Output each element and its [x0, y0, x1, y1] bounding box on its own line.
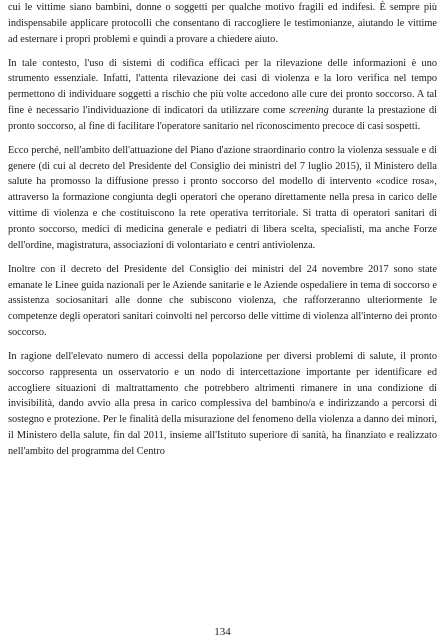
paragraph-3: Ecco perché, nell'ambito dell'attuazione del Piano d'azione straordinario contro la violenza sessuale e di genere (di cui al decreto del Presidente del Consiglio dei ministri del 7 luglio 2015), il Ministero della salute ha promosso la diffusione presso i pronto soccorso del modello di intervento «codice rosa», attraverso la formazione congiunta degli operatori che operano direttamente nella presa in carico delle vittime di violenza e che costituiscono la rete operativa territoriale. Si tratta di operatori sanitari di pronto soccorso, medici di medicina generale e pediatri di libera scelta, specialisti, ma anche Forze dell'ordine, magistratura, associazioni di volontariato e centri antiviolenza.	[8, 144, 437, 251]
italic-term: screening	[289, 105, 329, 117]
paragraph-5: In ragione dell'elevato numero di accessi della popolazione per diversi problemi di salute, il pronto soccorso rappresenta un osservatorio e un nodo di intercettazione importante per identificare ed accogliere situazioni di maltrattamento che potrebbero altrimenti rimanere in una condizione di invisibilità, dando avvio alla presa in carico complessiva del bambino/a e indirizzando a percorsi di sostegno e protezione. Per le finalità della misurazione del fenomeno della violenza a danno dei minori, il Ministero della salute, fin dal 2011, insieme all'Istituto superiore di sanità, ha finanziato e realizzato nell'ambito del programma del Centro	[8, 350, 437, 457]
page-number: 134	[214, 626, 231, 638]
paragraph-1: cui le vittime siano bambini, donne o soggetti per qualche motivo fragili ed indifesi. È sempre più indispensabile applicare protocolli che consentano di raccogliere le testimonianze, aiutando le vittime ad esternare i propri problemi e quindi a provare a chiedere aiuto.	[8, 2, 437, 45]
paragraph-4: Inoltre con il decreto del Presidente del Consiglio dei ministri del 24 novembre 2017 sono state emanate le Linee guida nazionali per le Aziende sanitarie e le Aziende ospedaliere in tema di soccorso e assistenza sociosanitari alle donne che subiscono violenza, che rafforzeranno ulteriormente le competenze degli operatori sanitari coinvolti nel percorso delle vittime di violenza all'interno dei pronto soccorso.	[8, 263, 437, 339]
paragraph-2: In tale contesto, l'uso di sistemi di codifica efficaci per la rilevazione delle informazioni è uno strumento essenziale. Infatti, l'attenta rilevazione dei casi di violenza e la loro verifica nel tempo permettono di individuare soggetti a rischio che più volte accedono alle cure dei pronto soccorso. A tal fine è necessario l'individuazione di indicatori da utilizzare come screening durante la prestazione di pronto soccorso, al fine di facilitare l'operatore sanitario nel riconoscimento precoce di casi sospetti.	[8, 57, 438, 132]
text-body	[8, 0, 437, 460]
